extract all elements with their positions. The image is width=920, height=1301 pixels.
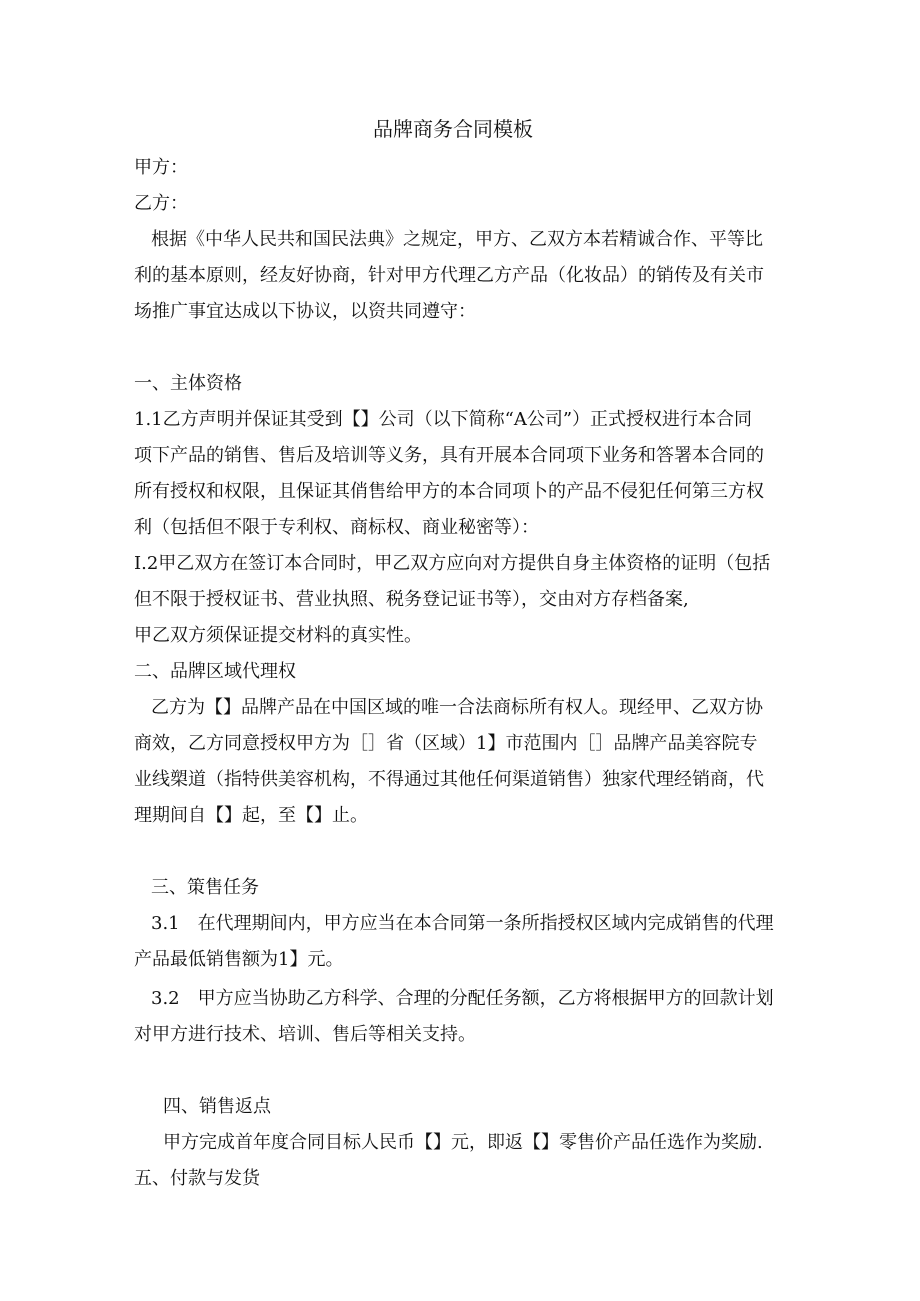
- clause-line: 1.1乙方声明并保证其受到【】公司（以下简称“A公司”）正式授权进行本合同: [134, 409, 753, 430]
- section-heading: 三、策售任务: [151, 877, 259, 898]
- clause-line: 项下产品的销售、售后及培训等义务，具有开展本合同项下业务和答署本合同的: [134, 445, 764, 466]
- section-heading: 五、付款与发货: [134, 1168, 260, 1189]
- clause-line: 所有授权和权限，且保证其俏售给甲方的本合同项卜的产品不侵犯任何第三方权: [134, 481, 764, 502]
- section-heading: 二、品牌区域代理权: [134, 661, 296, 682]
- clause-line: 产品最低销售额为1】元。: [134, 949, 344, 970]
- clause-line: 商效，乙方同意授权甲方为［］省（区域）1】市范围内［］品牌产品美容院专: [134, 733, 758, 754]
- clause-line: 业线槊道（指特供美容机构，不得通过其他任何渠道销售）独家代理经销商，代: [134, 769, 764, 790]
- party-a-label: 甲方：: [134, 157, 188, 178]
- clause-line: 对甲方进行技术、培训、售后等相关支持。: [134, 1024, 476, 1045]
- clause-line: I.2甲乙双方在签订本合同时，甲乙双方应向对方提供自身主体资格的证明（包括: [134, 553, 771, 574]
- preamble-line: 场推广事宜达成以下协议，以资共同遵守：: [134, 301, 476, 322]
- clause-line: 甲方完成首年度合同目标人民币【】元，即返【】零售价产品任选作为奖励.: [163, 1132, 763, 1153]
- clause-line: 利（包括但不限于专利权、商标权、商业秘密等）：: [134, 517, 539, 538]
- section-heading: 四、销售返点: [163, 1096, 271, 1117]
- preamble-line: 利的基本原则，经友好协商，针对甲方代理乙方产品（化妆品）的销传及有关市: [134, 265, 764, 286]
- party-b-label: 乙方：: [134, 193, 188, 214]
- clause-line: 甲乙双方须保证提交材料的真实性。: [134, 625, 422, 646]
- clause-line: 乙方为【】品牌产品在中国区域的唯一合法商标所有权人。现经甲、乙双方协: [151, 697, 763, 718]
- preamble-line: 根据《中华人民共和国民法典》之规定，甲方、乙双方本若精诚合作、平等比: [151, 229, 763, 250]
- clause-line: 3.2 甲方应当协助乙方科学、合理的分配任务额，乙方将根据甲方的回款计划: [151, 988, 774, 1009]
- clause-line: 但不限于授权证书、营业执照、税务登记证书等），交由对方存档备案,: [134, 589, 689, 610]
- section-heading: 一、主体资格: [134, 373, 242, 394]
- clause-line: 3.1 在代理期间内，甲方应当在本合同第一条所指授权区域内完成销售的代理: [151, 913, 774, 934]
- clause-line: 理期间自【】起，至【】止。: [134, 805, 368, 826]
- document-title: 品牌商务合同模板: [373, 117, 533, 141]
